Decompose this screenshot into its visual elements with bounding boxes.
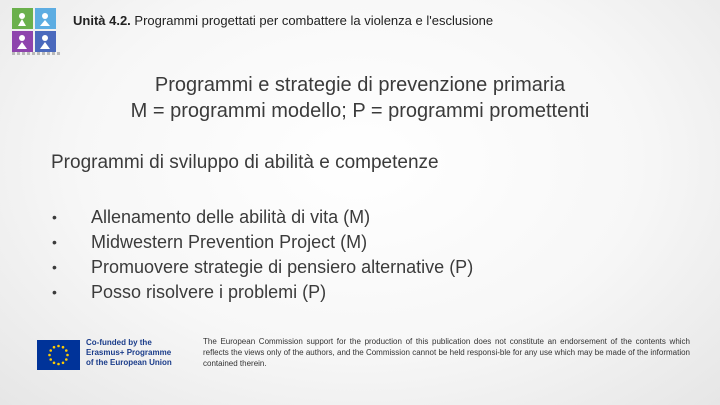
eu-funding-label [86,338,172,368]
eu-star [65,349,68,352]
eu-star [65,358,68,361]
unit-title: Programmi progettati per combattere la violenza e l'esclusione [134,13,494,28]
eu-star [62,361,65,364]
project-logo [12,8,56,52]
eu-line-2: Erasmus+ Programme [86,348,172,357]
list-item-text: Posso risolvere i problemi (P) [91,282,327,302]
eu-flag-icon [37,340,80,370]
eu-star [53,346,56,349]
list-item-text: Promuovere strategie di pensiero alternative (P) [91,257,474,277]
list-item [48,230,473,255]
program-list [48,205,473,305]
unit-header [73,13,493,28]
eu-star [49,349,52,352]
unit-number: Unità 4.2. [73,13,131,28]
slide-title-line-2: M = programmi modello; P = programmi promettenti [130,100,590,122]
eu-star [53,361,56,364]
list-item-text: Midwestern Prevention Project (M) [91,232,368,252]
eu-star [57,363,60,366]
list-item [48,280,473,305]
bullet-icon: • [52,234,57,250]
eu-star [49,358,52,361]
eu-disclaimer: The European Commission support for the production of this publication does not constitute an endorsement of the contents which reflects the views only of the authors, and the Commission cannot be held responsi-ble for any use which may be made of the information contained therein. [203,337,690,368]
list-item [48,255,473,280]
section-subtitle: Programmi di sviluppo di abilità e competenze [51,152,439,173]
bullet-icon: • [52,259,57,275]
list-item [48,205,473,230]
slide-title-line-1: Programmi e strategie di prevenzione primaria [154,74,566,96]
logo-caption [12,52,60,55]
eu-star [48,354,51,357]
list-item-text: Allenamento delle abilità di vita (M) [91,207,371,227]
eu-line-1: Co-funded by the [86,338,152,347]
bullet-icon: • [52,209,57,225]
bullet-icon: • [52,284,57,300]
eu-star [62,346,65,349]
eu-star [57,345,60,348]
eu-star [66,354,69,357]
eu-line-3: of the European Union [86,358,172,367]
